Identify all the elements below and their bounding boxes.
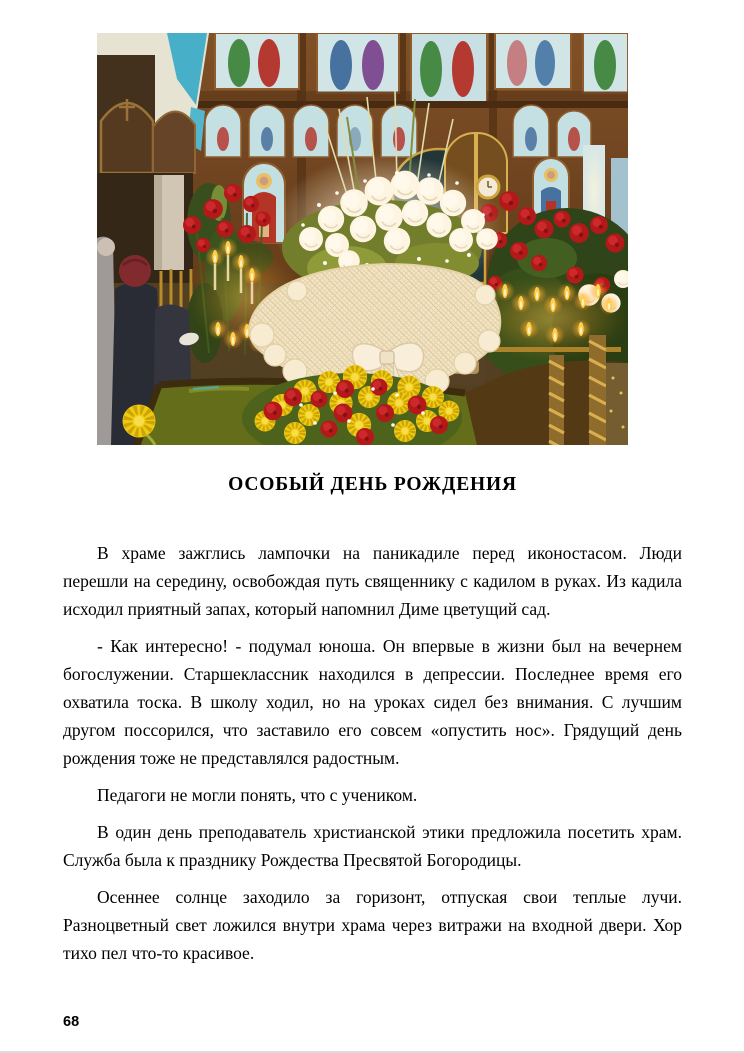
warm-tint-overlay <box>97 33 628 445</box>
page-number: 68 <box>63 1014 80 1030</box>
paragraph: В храме зажглись лампочки на паникадиле перед иконостасом. Люди перешли на середину, освобождая путь священнику с кадилом в руках. Из кадила исходил приятный запах, который напомнил Диме цветущий сад. <box>63 543 682 619</box>
article-title: ОСОБЫЙ ДЕНЬ РОЖДЕНИЯ <box>228 474 517 495</box>
article-body <box>63 539 682 976</box>
paragraph: В один день преподаватель христианской этики предложила посетить храм. Служба была к празднику Рождества Пресвятой Богородицы. <box>63 822 682 870</box>
church-photo <box>97 33 628 445</box>
paragraph: Педагоги не могли понять, что с учеником. <box>97 785 418 805</box>
paragraph: - Как интересно! - подумал юноша. Он впервые в жизни был на вечернем богослужении. Старшеклассник находился в депрессии. Последнее время его охватила тоска. В школу ходил, но на уроках сидел без внимания. С лучшим другом поссорился, что заставило его совсем «опустить нос». Грядущий день рождения тоже не представлялся радостным. <box>63 636 682 768</box>
paragraph: Осеннее солнце заходило за горизонт, отпуская свои теплые лучи. Разноцветный свет ложился внутри храма через витражи на входной двери. Хор тихо пел что-то красивое. <box>63 887 682 963</box>
